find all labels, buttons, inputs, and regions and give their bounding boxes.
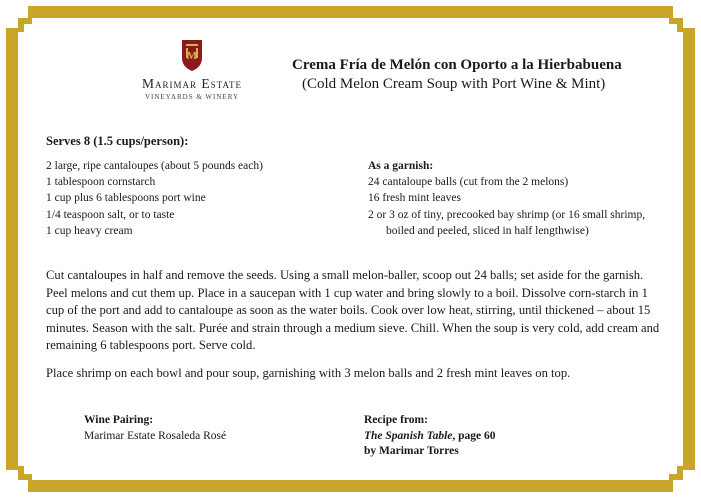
garnish-list	[368, 158, 645, 239]
garnish-heading: As a garnish:	[368, 160, 434, 172]
recipe-book-page: , page 60	[452, 429, 496, 442]
instructions	[46, 267, 666, 382]
garnish-item: boiled and peeled, sliced in half lengthwise)	[386, 224, 589, 237]
ingredient-item: 1 cup plus 6 tablespoons port wine	[46, 192, 206, 205]
winery-crest-icon	[176, 38, 208, 72]
ingredients-list	[46, 158, 263, 239]
ingredient-item: 2 large, ripe cantaloupes (about 5 pounds each)	[46, 160, 263, 172]
wine-pairing-value: Marimar Estate Rosaleda Rosé	[84, 429, 227, 442]
recipe-subtitle: (Cold Melon Cream Soup with Port Wine & Mint)	[302, 76, 606, 92]
recipe-author: by Marimar Torres	[364, 445, 459, 457]
recipe-book-title: The Spanish Table	[364, 429, 453, 442]
recipe-source	[364, 413, 496, 460]
garnish-item: 16 fresh mint leaves	[368, 192, 461, 205]
brand-name: Marimar Estate	[142, 76, 242, 91]
brand-tagline: VINEYARDS & WINERY	[144, 93, 240, 101]
serves-heading: Serves 8 (1.5 cups/person):	[46, 134, 189, 148]
garnish-item: 24 cantaloupe balls (cut from the 2 melons)	[368, 176, 569, 189]
ingredient-item: 1 cup heavy cream	[46, 224, 133, 237]
wine-pairing	[84, 413, 226, 444]
wine-pairing-label: Wine Pairing:	[84, 414, 154, 426]
brand-logo	[132, 38, 252, 101]
instruction-paragraph: Cut cantaloupes in half and remove the seeds. Using a small melon-baller, scoop out 24 balls; set aside for the garnish.	[46, 268, 644, 282]
logo-monogram: M	[186, 50, 198, 62]
garnish-item: 2 or 3 oz of tiny, precooked bay shrimp (or 16 small shrimp,	[368, 208, 646, 221]
ingredient-item: 1 tablespoon cornstarch	[46, 176, 156, 189]
ingredient-item: 1/4 teaspoon salt, or to taste	[46, 208, 175, 221]
instruction-paragraph: Peel melons and cut them up. Place in a saucepan with 1 cup water and bring slowly to a boil. Dissolve corn-starch in 1 cup of the port and add to cantaloupe as soon as the water boils. Cook over low heat, stirring, until thickened – about 15 minutes. Season with the salt. Purée and strain through a medium sieve. Chill. When the soup is very cold, add cream and remaining 6 tablespoons port. Serve cold.	[46, 285, 660, 352]
instruction-paragraph: Place shrimp on each bowl and pour soup, garnishing with 3 melon balls and 2 fresh mint leaves on top.	[46, 365, 571, 380]
recipe-source-label: Recipe from:	[364, 414, 428, 426]
recipe-title: Crema Fría de Melón con Oporto a la Hierbabuena	[292, 57, 622, 73]
